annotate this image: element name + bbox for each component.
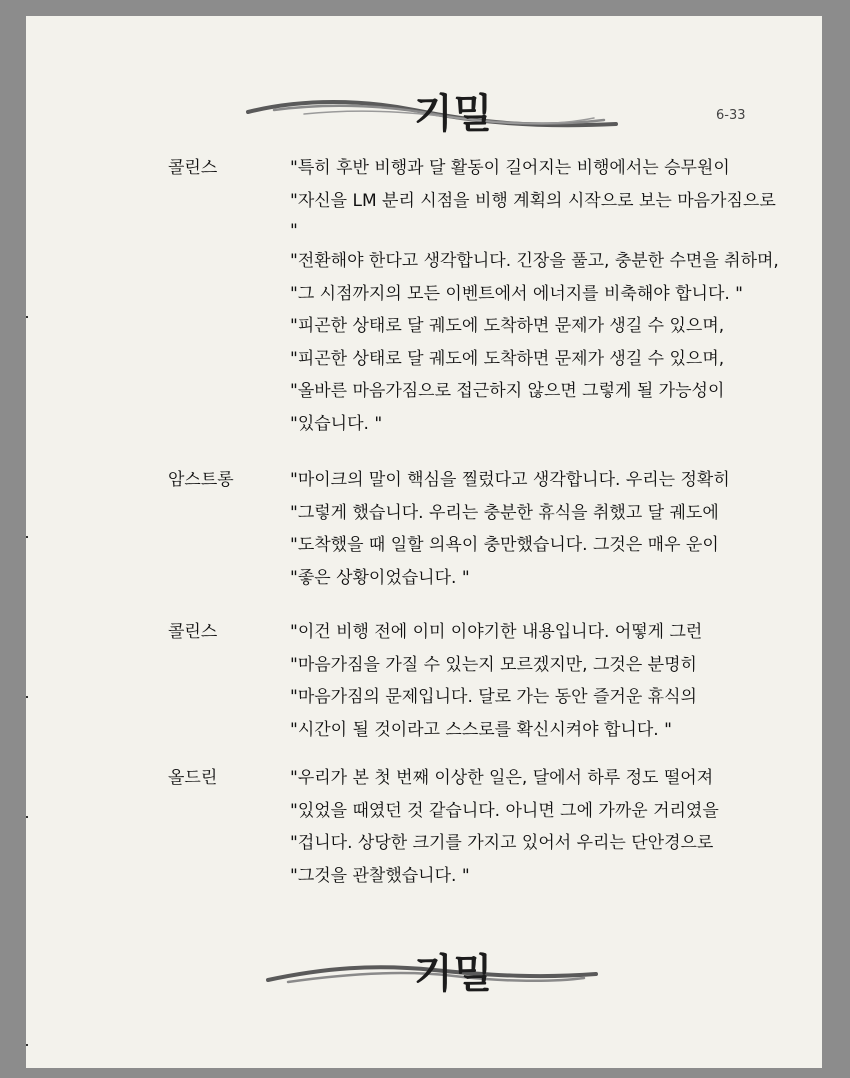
speaker-name: 콜린스 [168,158,218,178]
speech-line: "겁니다. 상당한 크기를 가지고 있어서 우리는 단안경으로 [290,833,714,853]
speech-line: "피곤한 상태로 달 궤도에 도착하면 문제가 생길 수 있으며, [290,316,725,336]
speech-line: "전환해야 한다고 생각합니다. 긴장을 풀고, 충분한 수면을 취하며, [290,251,779,271]
speech-line: "특히 후반 비행과 달 활동이 길어지는 비행에서는 승무원이 [290,158,730,178]
speech-line: " [290,221,298,241]
speech-line: "좋은 상황이었습니다. " [290,567,470,588]
speech-line: "있습니다. " [290,413,383,434]
page-number: 6-33 [716,108,746,123]
classification-stamp-bottom [244,948,624,998]
speech-line: "그것을 관찰했습니다. " [290,865,470,886]
scan-margin-mark [26,536,28,538]
stamp-word: 기밀 [414,91,494,137]
speaker-name: 콜린스 [168,622,218,642]
speech-line: "시간이 될 것이라고 스스로를 확신시켜야 합니다. " [290,719,672,740]
stamp-word: 기밀 [414,951,494,997]
speech-line: "도착했을 때 일할 의욕이 충만했습니다. 그것은 매우 운이 [290,535,719,555]
speech-line: "마음가짐을 가질 수 있는지 모르겠지만, 그것은 분명히 [290,654,697,675]
speech-line: "자신을 LM 분리 시점을 비행 계획의 시작으로 보는 마음가짐으로 [290,190,776,211]
scan-margin-mark [26,816,28,818]
speech-text [290,464,820,594]
scan-margin-mark [26,696,28,698]
speech-line: "우리가 본 첫 번째 이상한 일은, 달에서 하루 정도 떨어져 [290,768,714,788]
speech-line: "피곤한 상태로 달 궤도에 도착하면 문제가 생길 수 있으며, [290,348,725,369]
speech-line: "그 시점까지의 모든 이벤트에서 에너지를 비축해야 합니다. " [290,283,743,304]
speech-line: "마이크의 말이 핵심을 찔렀다고 생각합니다. 우리는 정확히 [290,470,730,490]
document-page [26,16,822,1068]
speech-text [290,616,820,746]
speech-line: "있었을 때였던 것 같습니다. 아니면 그에 가까운 거리였을 [290,800,719,821]
scan-margin-mark [26,316,28,318]
classification-stamp-top [244,88,624,138]
speech-line: "이건 비행 전에 이미 이야기한 내용입니다. 어떻게 그런 [290,622,703,642]
speech-text [290,762,820,892]
scan-margin-mark [26,1044,28,1046]
speech-line: "올바른 마음가짐으로 접근하지 않으면 그렇게 될 가능성이 [290,381,725,401]
speaker-name: 올드린 [168,768,218,788]
speech-line: "마음가짐의 문제입니다. 달로 가는 동안 즐거운 휴식의 [290,687,697,707]
speaker-name: 암스트롱 [168,470,234,490]
speech-text [290,152,820,440]
speech-line: "그렇게 했습니다. 우리는 충분한 휴식을 취했고 달 궤도에 [290,502,719,523]
